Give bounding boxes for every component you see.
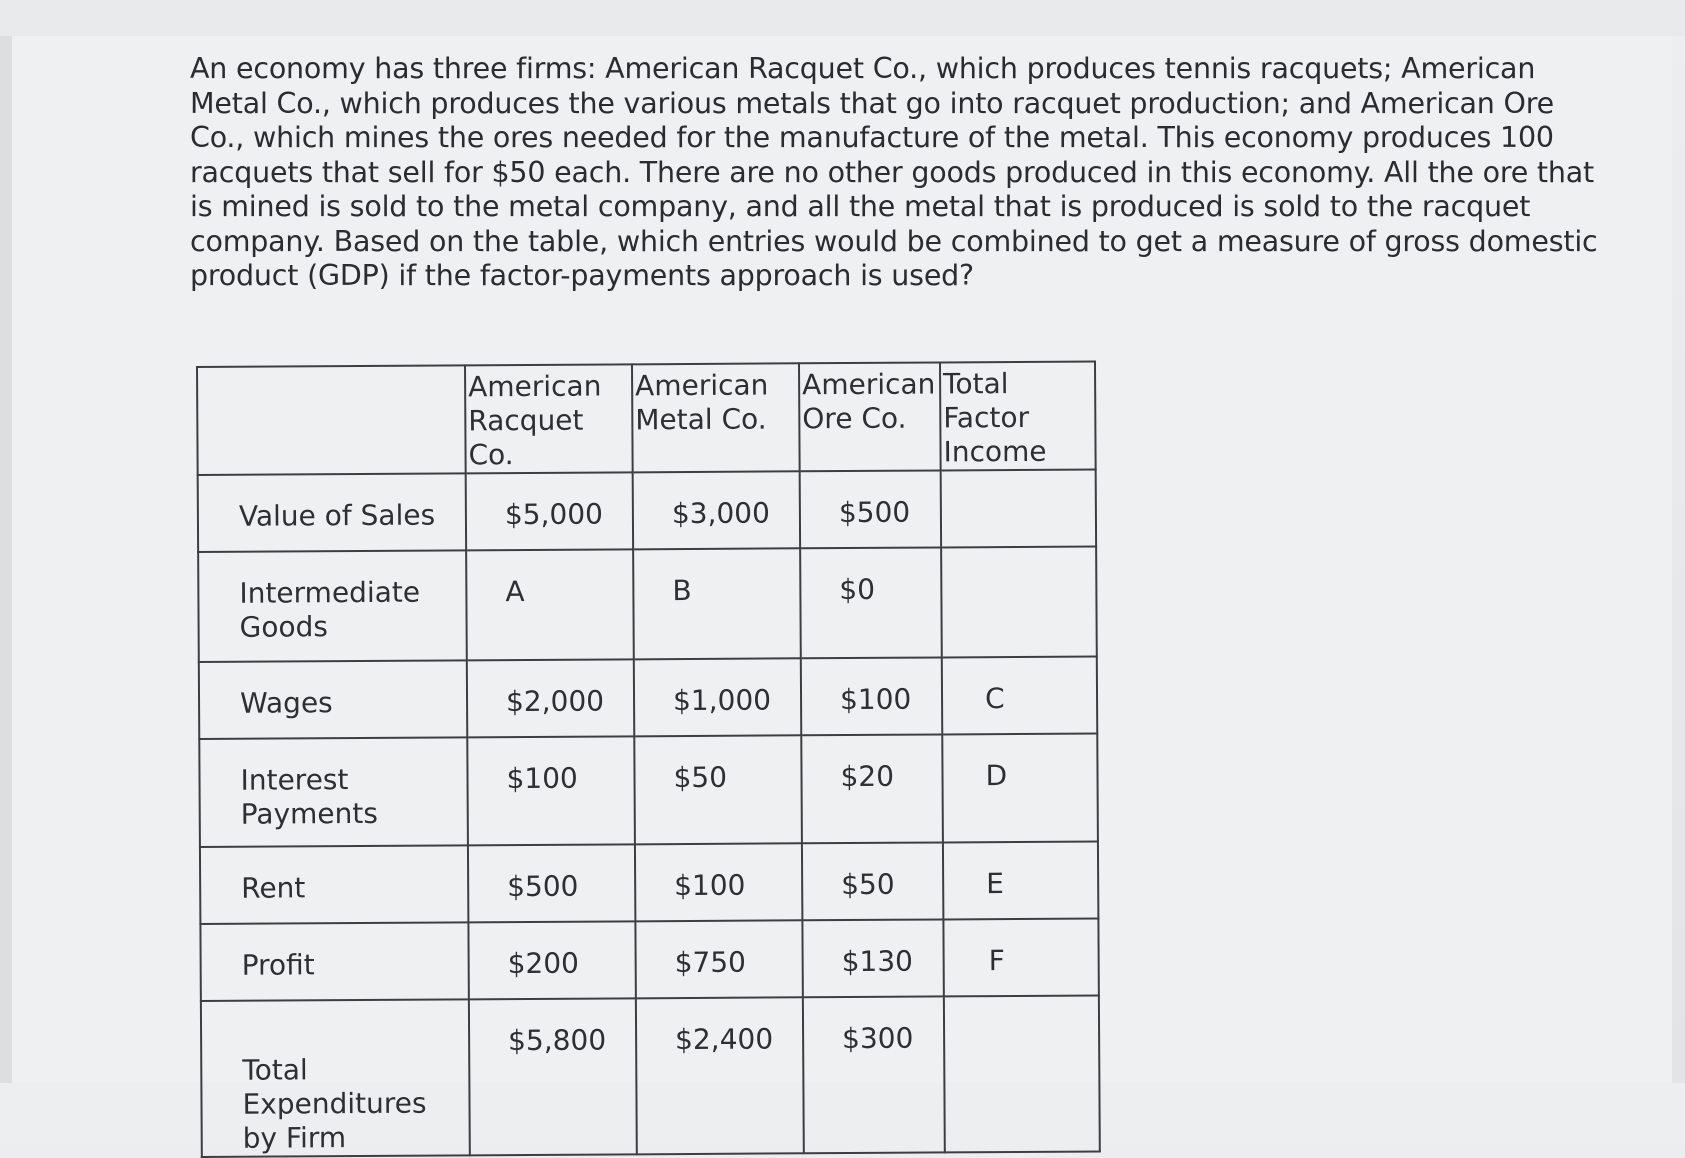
cell-racquet: A — [466, 549, 634, 660]
row-label-line: Expenditures — [242, 1086, 427, 1121]
header-metal-co — [632, 363, 800, 472]
header-racquet-line1: American — [468, 369, 602, 404]
cell-racquet: $500 — [468, 844, 635, 922]
header-total-line1: Total Factor — [943, 367, 1030, 435]
cell-racquet: $100 — [467, 736, 635, 845]
table-row — [200, 841, 1098, 923]
cell-racquet: $5,800 — [469, 998, 637, 1155]
header-corner — [197, 365, 466, 475]
row-label-line: Total — [242, 1053, 308, 1087]
header-ore-co — [799, 362, 941, 471]
row-label-line: Goods — [239, 610, 329, 644]
table-row — [200, 918, 1098, 1000]
left-edge — [0, 36, 12, 1083]
header-ore-line1: American — [802, 367, 936, 402]
top-strip — [0, 0, 1685, 36]
cell-ore: $20 — [801, 734, 943, 843]
cell-metal: $50 — [634, 735, 802, 844]
cell-racquet: $200 — [468, 921, 635, 999]
cell-metal: $3,000 — [633, 471, 800, 549]
cell-ore: $0 — [800, 547, 942, 658]
header-metal-line2: Metal Co. — [635, 402, 767, 437]
row-label-value-of-sales: Value of Sales — [198, 473, 466, 552]
table-row — [198, 470, 1096, 552]
row-label-profit: Profit — [200, 922, 468, 1001]
header-row — [197, 362, 1096, 475]
row-label-total-expenditures — [201, 999, 470, 1157]
cell-metal: B — [633, 548, 801, 659]
cell-ore: $300 — [803, 996, 945, 1153]
cell-ore: $100 — [801, 657, 942, 735]
row-label-intermediate-goods — [198, 550, 467, 662]
gdp-table — [196, 361, 1101, 1158]
cell-ore: $500 — [800, 470, 941, 548]
row-label-line: Intermediate — [239, 575, 421, 610]
table-row — [201, 995, 1100, 1156]
cell-total: F — [943, 918, 1098, 996]
row-label-line: Interest — [240, 763, 349, 797]
cell-total — [944, 995, 1100, 1152]
header-racquet-line2: Racquet Co. — [468, 403, 584, 472]
cell-ore: $130 — [802, 919, 943, 997]
cell-ore: $50 — [802, 842, 943, 920]
row-label-line: Payments — [240, 796, 379, 831]
table-row — [199, 734, 1098, 847]
header-total-line2: Income — [943, 434, 1047, 469]
row-label-line: by Firm — [242, 1121, 347, 1155]
cell-metal: $100 — [635, 843, 802, 921]
table-row — [198, 547, 1097, 662]
cell-total: E — [943, 841, 1098, 919]
cell-racquet: $5,000 — [466, 472, 633, 550]
cell-total — [941, 547, 1097, 658]
cell-total — [941, 470, 1096, 548]
table-row — [199, 657, 1097, 739]
question-text: An economy has three firms: American Racquet Co., which produces tennis racquets; American Metal Co., which produces the various metals that go into racquet production; and American Ore Co., which mines the ores needed for the manufacture of the metal. This economy produces 100 racquets that sell for $50 each. There are no other goods produced in this economy. All the ore that is mined is sold to the metal company, and all the metal that is produced is sold to the racquet company. Based on the table, which entries would be combined to get a measure of gross domestic product (GDP) if the factor-payments approach is used? — [190, 52, 1598, 292]
header-ore-line2: Ore Co. — [802, 401, 907, 436]
cell-metal: $2,400 — [636, 997, 804, 1154]
cell-total: C — [942, 657, 1097, 735]
header-total-factor-income — [940, 362, 1096, 471]
cell-metal: $750 — [635, 920, 802, 998]
cell-total: D — [942, 734, 1098, 843]
row-label-interest-payments — [199, 737, 468, 847]
header-metal-line1: American — [635, 368, 769, 403]
cell-metal: $1,000 — [634, 658, 801, 736]
header-racquet-co — [465, 364, 633, 473]
row-label-wages: Wages — [199, 660, 467, 739]
cell-racquet: $2,000 — [467, 659, 634, 737]
row-label-rent: Rent — [200, 845, 468, 924]
